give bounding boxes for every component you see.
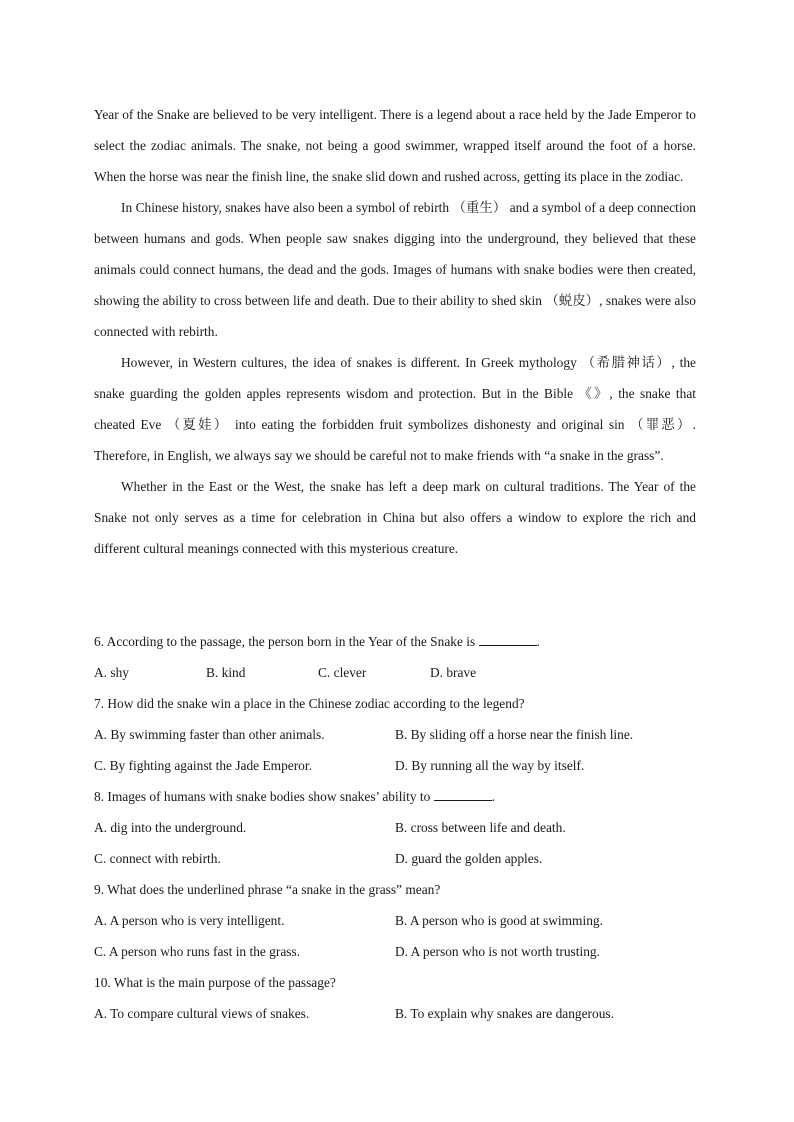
option-a: A. To compare cultural views of snakes. <box>94 1006 310 1021</box>
question-list <box>94 626 696 1029</box>
option-c: C. A person who runs fast in the grass. <box>94 944 301 959</box>
passage-paragraph-2: In Chinese history, snakes have also been a symbol of rebirth （重生） and a symbol of a deep connection between humans and gods. When people saw snakes digging into the underground, they believed that these animals could connect humans, the dead and the gods. Images of humans with snake bodies were then created, showing the ability to cross between life and death. Due to their ability to shed skin （蜕皮）, snakes were also connected with rebirth. <box>94 200 696 339</box>
question-8 <box>94 781 696 874</box>
reading-passage <box>94 99 696 564</box>
question-8-stem: 8. Images of humans with snake bodies show snakes’ ability to . <box>94 781 696 812</box>
option-c: C. clever <box>318 665 367 680</box>
option-b: B. kind <box>206 665 246 680</box>
answer-blank <box>434 786 492 801</box>
question-9-stem: 9. What does the underlined phrase “a snake in the grass” mean? <box>94 882 441 897</box>
question-7-options-row-2 <box>94 750 696 781</box>
option-c: C. By fighting against the Jade Emperor. <box>94 758 312 773</box>
question-6 <box>94 626 696 688</box>
question-6-options <box>94 657 696 688</box>
answer-blank <box>479 631 537 646</box>
passage-paragraph-1: Year of the Snake are believed to be very intelligent. There is a legend about a race held by the Jade Emperor to select the zodiac animals. The snake, not being a good swimmer, wrapped itself around the foot of a horse. When the horse was near the finish line, the snake slid down and rushed across, getting its place in the zodiac. <box>94 107 696 184</box>
option-d: D. A person who is not worth trusting. <box>395 944 600 959</box>
question-9 <box>94 874 696 967</box>
option-a: A. A person who is very intelligent. <box>94 913 285 928</box>
option-d: D. guard the golden apples. <box>395 851 543 866</box>
option-b: B. A person who is good at swimming. <box>395 913 603 928</box>
question-7 <box>94 688 696 781</box>
option-a: A. dig into the underground. <box>94 820 247 835</box>
option-d: D. brave <box>430 665 477 680</box>
question-9-options-row-1 <box>94 905 696 936</box>
option-b: B. cross between life and death. <box>395 820 566 835</box>
question-8-options-row-2 <box>94 843 696 874</box>
option-b: B. By sliding off a horse near the finish line. <box>395 727 634 742</box>
option-a: A. shy <box>94 665 129 680</box>
passage-paragraph-3: However, in Western cultures, the idea of snakes is different. In Greek mythology （希腊神话）, the snake guarding the golden apples represents wisdom and protection. But in the Bible 《》, the snake that cheated Eve （夏娃） into eating the forbidden fruit symbolizes dishonesty and original sin （罪恶）. Therefore, in English, we always say we should be careful not to make friends with “a snake in the grass”. <box>94 355 696 463</box>
passage-paragraph-4: Whether in the East or the West, the snake has left a deep mark on cultural traditions. The Year of the Snake not only serves as a time for celebration in China but also offers a window to explore the rich and different cultural meanings connected with this mysterious creature. <box>94 479 696 556</box>
option-d: D. By running all the way by itself. <box>395 758 585 773</box>
question-7-options-row-1 <box>94 719 696 750</box>
question-7-stem: 7. How did the snake win a place in the Chinese zodiac according to the legend? <box>94 696 525 711</box>
question-8-options-row-1 <box>94 812 696 843</box>
question-10 <box>94 967 696 1029</box>
question-9-options-row-2 <box>94 936 696 967</box>
question-10-options-row-1 <box>94 998 696 1029</box>
option-c: C. connect with rebirth. <box>94 851 221 866</box>
question-6-stem: 6. According to the passage, the person born in the Year of the Snake is . <box>94 626 696 657</box>
option-b: B. To explain why snakes are dangerous. <box>395 1006 614 1021</box>
option-a: A. By swimming faster than other animals. <box>94 727 325 742</box>
question-10-stem: 10. What is the main purpose of the passage? <box>94 975 336 990</box>
